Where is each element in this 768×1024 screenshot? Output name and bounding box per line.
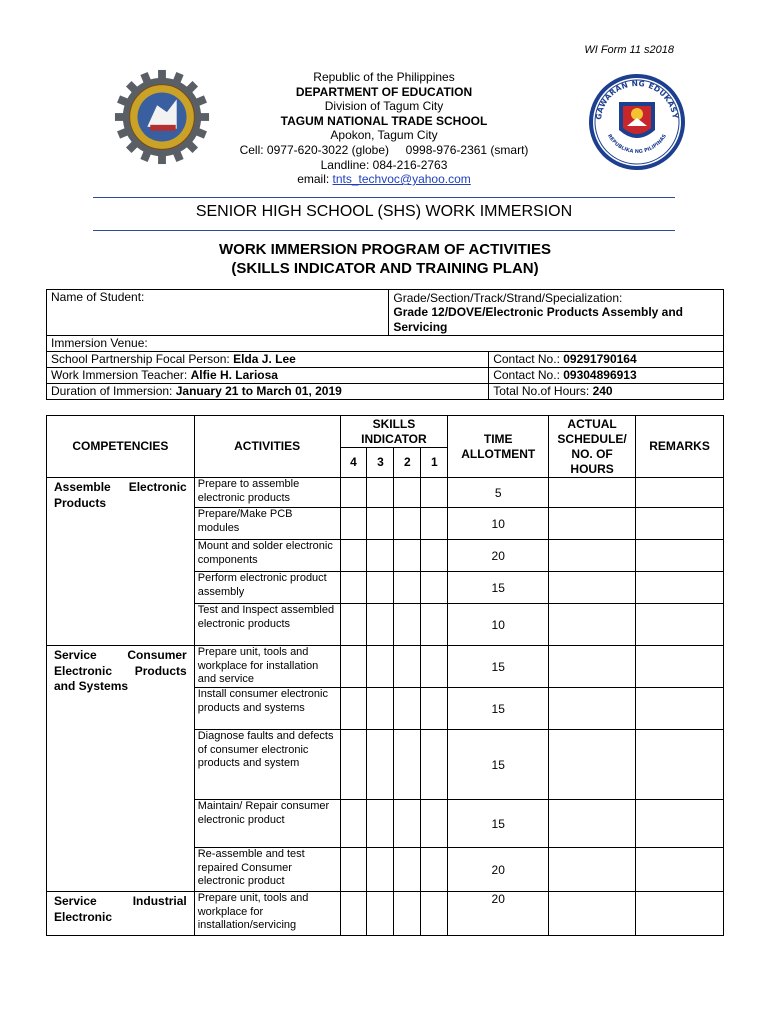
actual-schedule-cell[interactable] bbox=[549, 540, 636, 572]
address-line: Apokon, Tagum City bbox=[330, 128, 438, 143]
actual-schedule-cell[interactable] bbox=[549, 800, 636, 848]
header-actual-schedule: ACTUAL SCHEDULE/ NO. OF HOURS bbox=[549, 416, 636, 478]
contact1-value: 09291790164 bbox=[563, 352, 637, 366]
name-of-student-cell[interactable] bbox=[47, 290, 389, 336]
skill-3-cell[interactable] bbox=[367, 478, 394, 508]
skill-3-cell[interactable] bbox=[367, 604, 394, 646]
remarks-cell[interactable] bbox=[636, 604, 724, 646]
activity-cell: Prepare to assemble electronic products bbox=[194, 478, 340, 508]
skill-1-cell[interactable] bbox=[421, 892, 448, 936]
time-allotment-cell: 15 bbox=[448, 572, 549, 604]
program-title: SENIOR HIGH SCHOOL (SHS) WORK IMMERSION bbox=[195, 203, 573, 220]
letterhead bbox=[200, 70, 568, 187]
activity-cell: Prepare unit, tools and workplace for installation/servicing bbox=[194, 892, 340, 936]
table-row bbox=[47, 892, 724, 936]
skill-3-cell[interactable] bbox=[367, 688, 394, 730]
header-skills-indicator: SKILLS INDICATOR bbox=[340, 416, 448, 448]
time-allotment-cell: 15 bbox=[448, 730, 549, 800]
activity-cell: Diagnose faults and defects of consumer electronic products and system bbox=[194, 730, 340, 800]
remarks-cell[interactable] bbox=[636, 848, 724, 892]
skill-1-cell[interactable] bbox=[421, 848, 448, 892]
actual-schedule-cell[interactable] bbox=[549, 688, 636, 730]
skill-4-cell[interactable] bbox=[340, 646, 367, 688]
main-title bbox=[46, 240, 724, 278]
activity-cell: Test and Inspect assembled electronic products bbox=[194, 604, 340, 646]
duration-cell bbox=[47, 384, 489, 400]
skill-1-cell[interactable] bbox=[421, 800, 448, 848]
skill-3-cell[interactable] bbox=[367, 508, 394, 540]
skill-2-cell[interactable] bbox=[394, 730, 421, 800]
skill-2-cell[interactable] bbox=[394, 688, 421, 730]
time-allotment-cell: 10 bbox=[448, 604, 549, 646]
skill-4-cell[interactable] bbox=[340, 478, 367, 508]
contact1-label: Contact No.: bbox=[493, 352, 564, 366]
time-allotment-cell: 10 bbox=[448, 508, 549, 540]
actual-schedule-cell[interactable] bbox=[549, 892, 636, 936]
email-label: email: bbox=[297, 172, 333, 187]
skill-4-cell[interactable] bbox=[340, 848, 367, 892]
deped-seal bbox=[587, 72, 687, 172]
skill-2-cell[interactable] bbox=[394, 800, 421, 848]
seal-top-text: GAWARAN NG EDUKASY bbox=[593, 78, 680, 121]
hours-value: 240 bbox=[592, 384, 613, 398]
skill-4-cell[interactable] bbox=[340, 572, 367, 604]
teacher-contact-cell bbox=[489, 368, 724, 384]
skill-1-cell[interactable] bbox=[421, 508, 448, 540]
skill-3-cell[interactable] bbox=[367, 572, 394, 604]
actual-schedule-cell[interactable] bbox=[549, 508, 636, 540]
hours-cell bbox=[489, 384, 724, 400]
duration-label: Duration of Immersion: bbox=[51, 384, 176, 398]
header-remarks: REMARKS bbox=[636, 416, 724, 478]
venue-label: Immersion Venue: bbox=[51, 336, 148, 350]
activity-cell: Maintain/ Repair consumer electronic product bbox=[194, 800, 340, 848]
focal-label: School Partnership Focal Person: bbox=[51, 352, 234, 366]
skill-2-cell[interactable] bbox=[394, 848, 421, 892]
grade-cell bbox=[389, 290, 724, 336]
teacher-value: Alfie H. Lariosa bbox=[190, 368, 278, 382]
competency-cell: Assemble Electronic Products bbox=[47, 478, 195, 646]
student-info-table bbox=[46, 289, 724, 400]
skill-1-cell[interactable] bbox=[421, 572, 448, 604]
skill-1-cell[interactable] bbox=[421, 646, 448, 688]
header-skill-3: 3 bbox=[367, 448, 394, 478]
actual-schedule-cell[interactable] bbox=[549, 478, 636, 508]
time-allotment-cell: 20 bbox=[448, 848, 549, 892]
skill-4-cell[interactable] bbox=[340, 892, 367, 936]
time-allotment-cell: 15 bbox=[448, 688, 549, 730]
immersion-venue-cell[interactable] bbox=[47, 336, 724, 352]
email-link[interactable]: tnts_techvoc@yahoo.com bbox=[332, 172, 471, 187]
header-skill-2: 2 bbox=[394, 448, 421, 478]
grade-label: Grade/Section/Track/Strand/Specialization: bbox=[393, 291, 623, 305]
cell-line: Cell: 0977-620-3022 (globe) 0998-976-2361 (smart) bbox=[239, 142, 529, 157]
form-code: WI Form 11 s2018 bbox=[584, 44, 674, 56]
email-line bbox=[200, 172, 568, 187]
skill-2-cell[interactable] bbox=[394, 478, 421, 508]
remarks-cell[interactable] bbox=[636, 572, 724, 604]
activity-cell: Re-assemble and test repaired Consumer electronic product bbox=[194, 848, 340, 892]
skill-4-cell[interactable] bbox=[340, 688, 367, 730]
seal-bottom-text: REPUBLIKA NG PILIPINAS bbox=[606, 133, 668, 155]
remarks-cell[interactable] bbox=[636, 892, 724, 936]
skill-4-cell[interactable] bbox=[340, 508, 367, 540]
actual-schedule-cell[interactable] bbox=[549, 604, 636, 646]
skill-4-cell[interactable] bbox=[340, 540, 367, 572]
grade-value: Grade 12/DOVE/Electronic Products Assembly and Servicing bbox=[393, 305, 684, 334]
header-skill-4: 4 bbox=[340, 448, 367, 478]
activity-cell: Install consumer electronic products and systems bbox=[194, 688, 340, 730]
divider-top bbox=[93, 197, 675, 198]
skill-4-cell[interactable] bbox=[340, 800, 367, 848]
teacher-label: Work Immersion Teacher: bbox=[51, 368, 191, 382]
school-logo bbox=[113, 68, 211, 166]
hours-label: Total No.of Hours: bbox=[493, 384, 593, 398]
competency-cell: Service Consumer Electronic Products and Systems bbox=[47, 646, 195, 892]
competency-cell: Service Industrial Electronic bbox=[47, 892, 195, 936]
landline-line: Landline: 084-216-2763 bbox=[320, 157, 448, 172]
skill-3-cell[interactable] bbox=[367, 730, 394, 800]
focal-person-cell bbox=[47, 352, 489, 368]
skill-2-cell[interactable] bbox=[394, 892, 421, 936]
competencies-table bbox=[46, 415, 724, 936]
name-label: Name of Student: bbox=[51, 290, 145, 304]
focal-value: Elda J. Lee bbox=[233, 352, 296, 366]
actual-schedule-cell[interactable] bbox=[549, 730, 636, 800]
skill-1-cell[interactable] bbox=[421, 730, 448, 800]
actual-schedule-cell[interactable] bbox=[549, 848, 636, 892]
time-allotment-cell: 20 bbox=[448, 892, 549, 936]
skill-3-cell[interactable] bbox=[367, 848, 394, 892]
skill-1-cell[interactable] bbox=[421, 478, 448, 508]
remarks-cell[interactable] bbox=[636, 540, 724, 572]
remarks-cell[interactable] bbox=[636, 646, 724, 688]
time-allotment-cell: 20 bbox=[448, 540, 549, 572]
time-allotment-cell: 5 bbox=[448, 478, 549, 508]
teacher-cell bbox=[47, 368, 489, 384]
table-row bbox=[47, 478, 724, 508]
actual-schedule-cell[interactable] bbox=[549, 646, 636, 688]
header-skill-1: 1 bbox=[421, 448, 448, 478]
duration-value: January 21 to March 01, 2019 bbox=[175, 384, 342, 398]
department-line: DEPARTMENT OF EDUCATION bbox=[295, 84, 473, 99]
activity-cell: Prepare unit, tools and workplace for installation and service bbox=[194, 646, 340, 688]
divider-bottom bbox=[93, 230, 675, 231]
skill-4-cell[interactable] bbox=[340, 604, 367, 646]
skill-1-cell[interactable] bbox=[421, 540, 448, 572]
skill-2-cell[interactable] bbox=[394, 508, 421, 540]
activity-cell: Prepare/Make PCB modules bbox=[194, 508, 340, 540]
time-allotment-cell: 15 bbox=[448, 800, 549, 848]
republic-line: Republic of the Philippines bbox=[313, 70, 455, 84]
skill-2-cell[interactable] bbox=[394, 604, 421, 646]
activity-cell: Perform electronic product assembly bbox=[194, 572, 340, 604]
skill-1-cell[interactable] bbox=[421, 688, 448, 730]
skill-2-cell[interactable] bbox=[394, 646, 421, 688]
remarks-cell[interactable] bbox=[636, 800, 724, 848]
table-row bbox=[47, 646, 724, 688]
main-title-line1: WORK IMMERSION PROGRAM OF ACTIVITIES bbox=[219, 241, 551, 258]
activity-cell: Mount and solder electronic components bbox=[194, 540, 340, 572]
skill-4-cell[interactable] bbox=[340, 730, 367, 800]
skill-1-cell[interactable] bbox=[421, 604, 448, 646]
focal-contact-cell bbox=[489, 352, 724, 368]
header-time-allotment: TIME ALLOTMENT bbox=[448, 416, 549, 478]
actual-schedule-cell[interactable] bbox=[549, 572, 636, 604]
contact2-label: Contact No.: bbox=[493, 368, 564, 382]
header-activities: ACTIVITIES bbox=[194, 416, 340, 478]
header-competencies: COMPETENCIES bbox=[47, 416, 195, 478]
skill-2-cell[interactable] bbox=[394, 572, 421, 604]
time-allotment-cell: 15 bbox=[448, 646, 549, 688]
remarks-cell[interactable] bbox=[636, 478, 724, 508]
division-line: Division of Tagum City bbox=[324, 99, 444, 114]
remarks-cell[interactable] bbox=[636, 688, 724, 730]
skill-3-cell[interactable] bbox=[367, 800, 394, 848]
skill-3-cell[interactable] bbox=[367, 892, 394, 936]
skill-2-cell[interactable] bbox=[394, 540, 421, 572]
skill-3-cell[interactable] bbox=[367, 646, 394, 688]
main-title-line2: (SKILLS INDICATOR AND TRAINING PLAN) bbox=[231, 260, 539, 277]
remarks-cell[interactable] bbox=[636, 730, 724, 800]
contact2-value: 09304896913 bbox=[563, 368, 637, 382]
school-name: TAGUM NATIONAL TRADE SCHOOL bbox=[280, 113, 488, 128]
skill-3-cell[interactable] bbox=[367, 540, 394, 572]
remarks-cell[interactable] bbox=[636, 508, 724, 540]
